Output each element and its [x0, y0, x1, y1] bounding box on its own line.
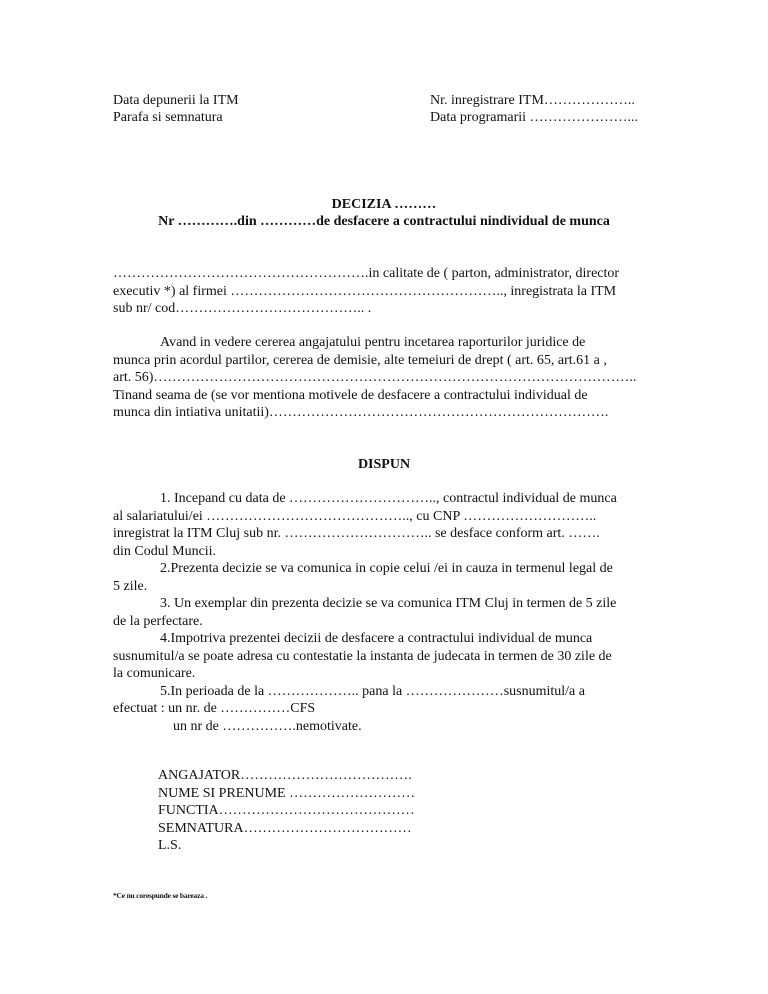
- considering-line: munca prin acordul partilor, cererea de demisie, alte temeiuri de drept ( art. 65, art.61 a ,: [113, 352, 607, 368]
- item-line: 4.Impotriva prezentei decizii de desfacere a contractului individual de munca: [160, 631, 593, 646]
- intro-line: sub nr/ cod………………………………….. .: [113, 301, 372, 316]
- stamp-place: L.S.: [158, 838, 182, 853]
- scheduling-date: Data programarii …………………...: [430, 110, 639, 125]
- dispun-heading: DISPUN: [357, 457, 411, 472]
- submission-date-label: Data depunerii la ITM: [113, 93, 239, 108]
- name-field: NUME SI PRENUME ………………………: [158, 785, 416, 801]
- considering-paragraph: [113, 334, 653, 422]
- item-line: efectuat : un nr. de ……………CFS: [113, 701, 316, 716]
- considering-line: art. 56)…………………………………………………………………………………………..: [113, 370, 637, 385]
- document-title: DECIZIA ………: [331, 197, 437, 212]
- intro-paragraph: [113, 265, 653, 318]
- item-line: inregistrat la ITM Cluj sub nr. ………………………….. se desface conform art. …….: [113, 526, 600, 541]
- intro-line: ……………………………………………….in calitate de ( parton, administrator, director: [113, 266, 620, 281]
- employer-field: ANGAJATOR……………………………….: [158, 768, 412, 783]
- considering-line: Tinand seama de (se vor mentiona motivele de desfacere a contractului individual de: [113, 387, 588, 403]
- item-line: 5 zile.: [113, 578, 148, 594]
- item-line: 2.Prezenta decizie se va comunica in copie celui /ei in cauza in termenul legal de: [160, 561, 613, 576]
- item-line: 5.In perioada de la ……………….. pana la …………………susnumitul/a a: [160, 683, 585, 699]
- item-line: al salariatului/ei …………………………………….., cu CNP ………………………..: [113, 508, 597, 524]
- item-line: la comunicare.: [113, 666, 196, 681]
- item-line: 3. Un exemplar din prezenta decizie se va comunica ITM Cluj in termen de 5 zile: [160, 596, 617, 611]
- signature-field: SEMNATURA………………………………: [158, 820, 412, 836]
- item-line: din Codul Muncii.: [113, 543, 217, 559]
- stamp-signature-label: Parafa si semnatura: [113, 110, 223, 125]
- decision-items: [113, 490, 653, 735]
- item-line: susnumitul/a se poate adresa cu contestatie la instanta de judecata in termen de 30 zile de: [113, 648, 612, 664]
- footnote: *Ce nu corespunde se bareaza .: [113, 891, 208, 900]
- itm-registration-number: Nr. inregistrare ITM………………..: [430, 93, 635, 108]
- item-line: un nr de …………….nemotivate.: [173, 718, 362, 734]
- item-line: 1. Incepand cu data de ………………………….., contractul individual de munca: [160, 491, 617, 506]
- intro-line: executiv *) al firmei ………………………………………………….., inregistrata la ITM: [113, 283, 617, 299]
- item-line: de la perfectare.: [113, 613, 203, 629]
- function-field: FUNCTIA……………………………………: [158, 803, 415, 818]
- signature-block: [158, 767, 558, 855]
- considering-line: Avand in vedere cererea angajatului pentru incetarea raporturilor juridice de: [160, 335, 586, 350]
- document-subtitle: Nr ………….din …………de desfacere a contractului nindividual de munca: [158, 214, 610, 229]
- considering-line: munca din intiativa unitatii)……………………………………………………………….: [113, 405, 609, 420]
